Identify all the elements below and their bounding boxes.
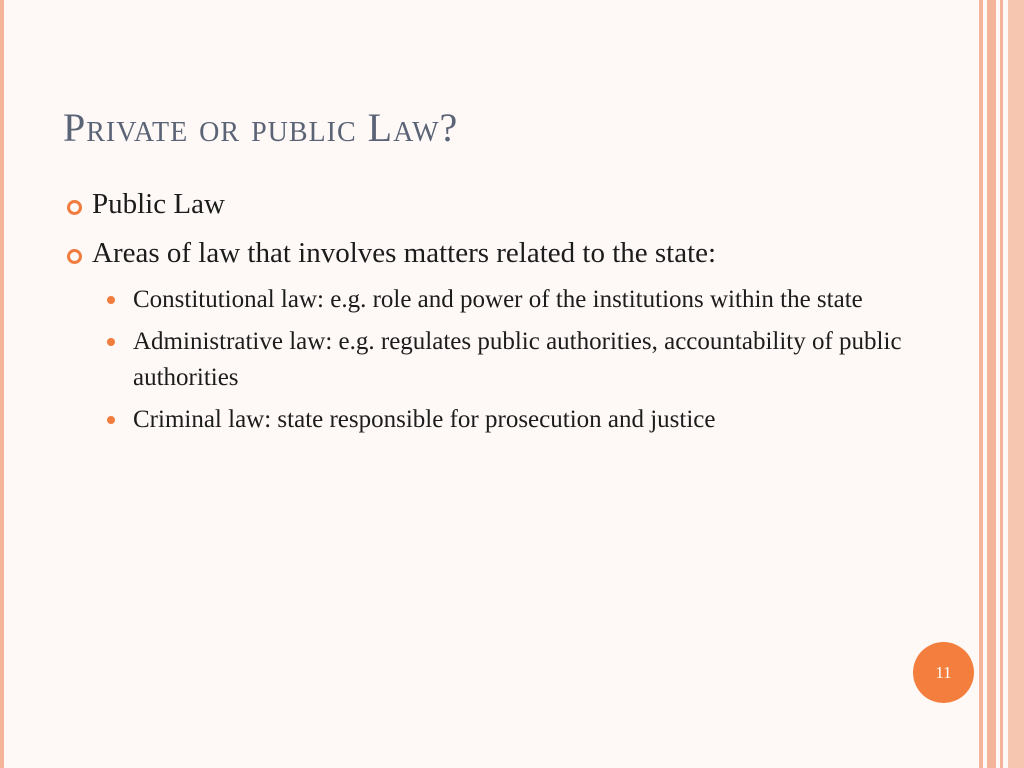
page-number-badge: 11 bbox=[913, 642, 974, 703]
left-border-stripe bbox=[0, 0, 4, 768]
right-border-stripe bbox=[987, 0, 996, 768]
bullet-list bbox=[60, 184, 940, 444]
right-border-stripe bbox=[1008, 0, 1024, 768]
slide-title: Private or public Law? bbox=[63, 105, 459, 150]
ring-bullet-icon bbox=[67, 200, 82, 215]
dot-bullet-icon bbox=[107, 416, 115, 424]
ring-bullet-icon bbox=[67, 249, 82, 264]
dot-bullet-icon bbox=[107, 338, 115, 346]
sub-bullet-text: Administrative law: e.g. regulates public authorities, accountability of public authorities bbox=[133, 328, 902, 391]
bullet-item bbox=[60, 233, 940, 274]
bullet-text: Public Law bbox=[92, 188, 225, 220]
sub-bullet-item bbox=[133, 402, 940, 438]
sub-bullet-text: Criminal law: state responsible for prosecution and justice bbox=[133, 406, 716, 433]
sub-bullet-item bbox=[133, 324, 940, 396]
right-border-stripe bbox=[1000, 0, 1003, 768]
dot-bullet-icon bbox=[107, 296, 115, 304]
sub-bullet-text: Constitutional law: e.g. role and power of the institutions within the state bbox=[133, 286, 863, 313]
bullet-text: Areas of law that involves matters related to the state: bbox=[92, 237, 717, 269]
bullet-item bbox=[60, 184, 940, 225]
sub-bullet-item bbox=[133, 282, 940, 318]
right-border-stripe bbox=[979, 0, 983, 768]
